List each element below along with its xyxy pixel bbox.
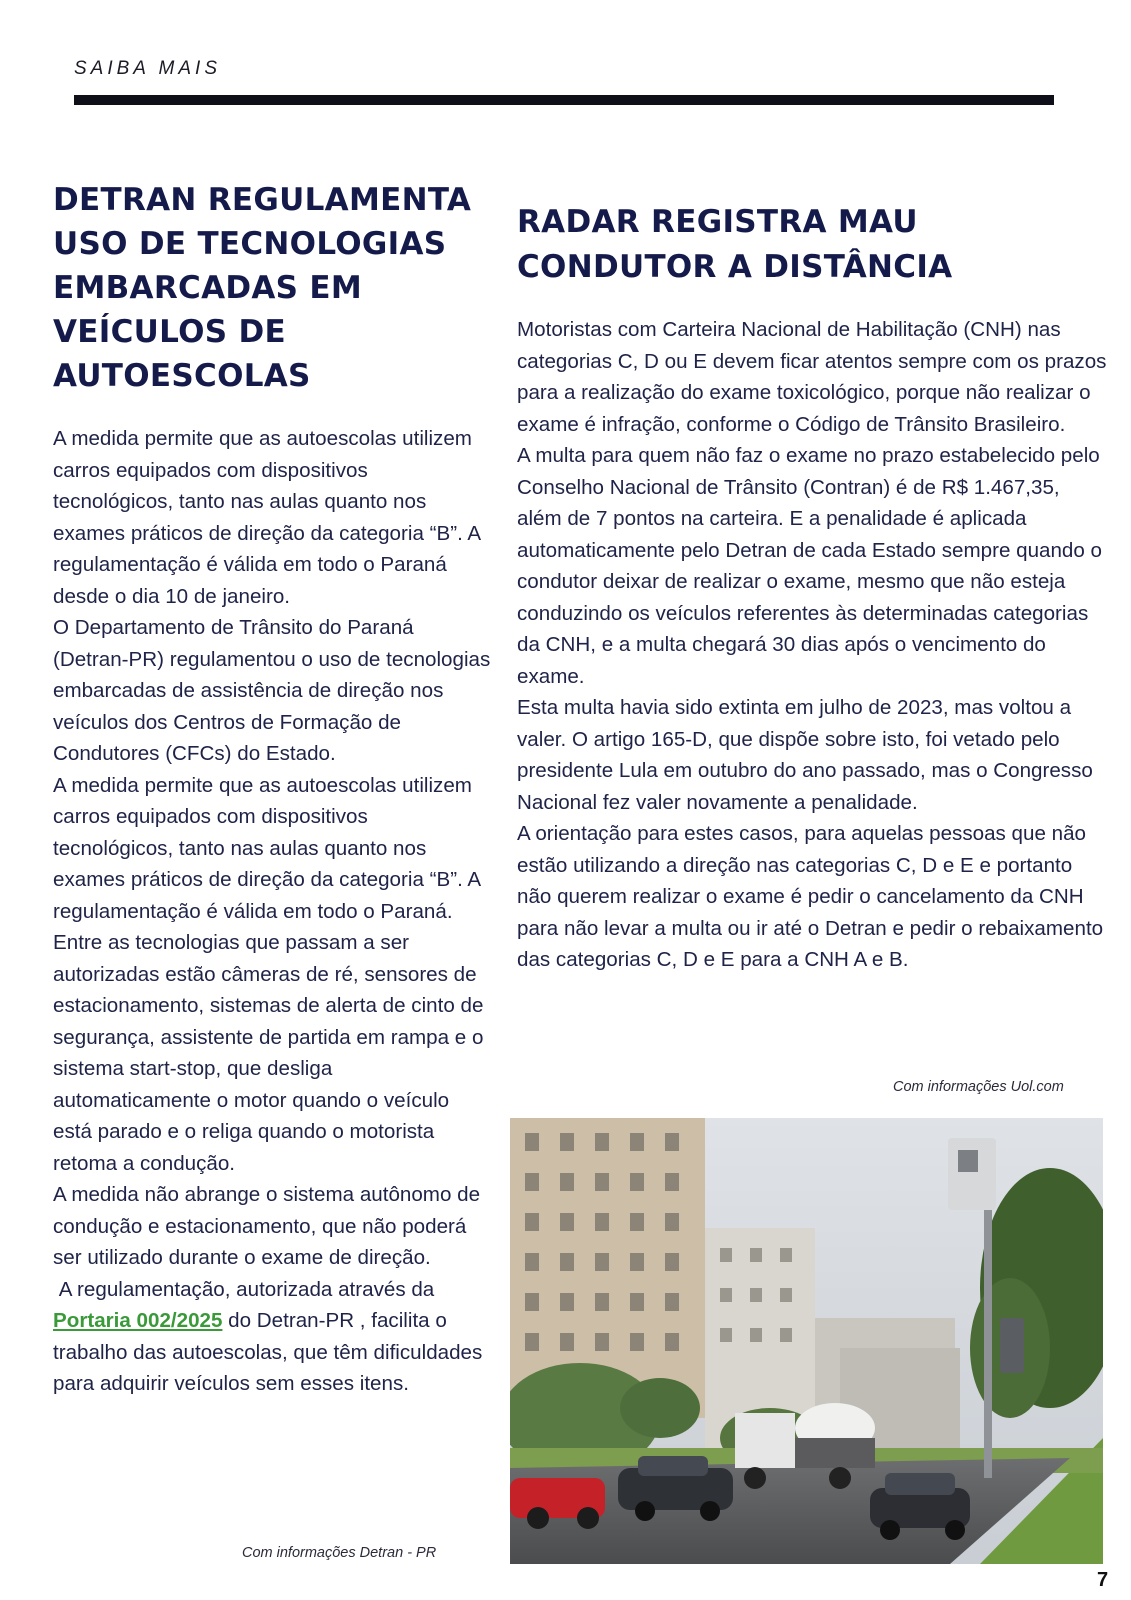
page-number: 7 <box>1097 1569 1109 1591</box>
left-paragraph: A medida permite que as autoescolas utilizem carros equipados com dispositivos tecnológicos, tanto nas aulas quanto nos exames práticos de direção da categoria “B”. A regulamentação é válida em todo o Paraná desde o dia 10 de janeiro. <box>53 427 480 608</box>
right-article-credit: Com informações Uol.com <box>893 1079 1064 1095</box>
portaria-link[interactable]: Portaria 002/2025 <box>53 1309 223 1332</box>
right-paragraph: A orientação para estes casos, para aquelas pessoas que não estão utilizando a direção nas categorias C, D e E e portanto não querem realizar o exame é pedir o cancelamento da CNH para não levar a multa ou ir até o Detran e pedir o rebaixamento das categorias C, D e E para a CNH A e B. <box>517 822 1104 971</box>
left-paragraph: Entre as tecnologias que passam a ser autorizadas estão câmeras de ré, sensores de estacionamento, sistemas de alerta de cinto de segurança, assistente de partida em rampa e o sistema start-stop, que desliga automaticamente o motor quando o veículo está parado e o religa quando o motorista retoma a condução. <box>53 931 484 1175</box>
left-paragraph: A medida permite que as autoescolas utilizem carros equipados com dispositivos tecnológicos, tanto nas aulas quanto nos exames práticos de direção da categoria “B”. A regulamentação é válida em todo o Paraná. <box>53 773 480 923</box>
right-paragraph: A multa para quem não faz o exame no prazo estabelecido pelo Conselho Nacional de Trânsito (Contran) é de R$ 1.467,35, além de 7 pontos na carteira. E a penalidade é aplicada automaticamente pelo Detran de cada Estado sempre quando o condutor deixar de realizar o exame, mesmo que não esteja conduzindo os veículos referentes às determinadas categorias da CNH, e a multa chegará 30 dias após o vencimento do exame. <box>517 444 1103 688</box>
left-paragraph-text: A regulamentação, autorizada através da <box>53 1277 440 1301</box>
right-paragraph: Esta multa havia sido extinta em julho de 2023, mas voltou a valer. O artigo 165-D, que dispõe sobre isto, foi vetado pelo presidente Lula em outubro do ano passado, mas o Congresso Nacional fez valer novamente a penalidade. <box>517 696 1093 814</box>
left-article <box>53 178 493 1400</box>
left-paragraph: A medida não abrange o sistema autônomo de condução e estacionamento, que não poderá ser utilizado durante o exame de direção. <box>53 1183 481 1269</box>
left-article-credit: Com informações Detran - PR <box>242 1545 437 1561</box>
left-paragraph: O Departamento de Trânsito do Paraná (Detran-PR) regulamentou o uso de tecnologias embarcadas de assistência de direção nos veículos dos Centros de Formação de Condutores (CFCs) do Estado. <box>53 616 491 765</box>
left-article-body <box>53 423 493 1400</box>
section-label: SAIBA MAIS <box>74 58 221 79</box>
left-paragraph-last <box>53 1274 493 1400</box>
right-article-title: RADAR REGISTRA MAU CONDUTOR A DISTÂNCIA <box>517 204 953 285</box>
left-article-title: DETRAN REGULAMENTA USO DE TECNOLOGIAS EMBARCADAS EM VEÍCULOS DE AUTOESCOLAS <box>53 182 472 394</box>
right-article <box>517 200 1107 976</box>
header-rule <box>74 95 1054 105</box>
right-paragraph: Motoristas com Carteira Nacional de Habilitação (CNH) nas categorias C, D ou E devem ficar atentos sempre com os prazos para a realização do exame toxicológico, porque não realizar o exame é infração, conforme o Código de Trânsito Brasileiro. <box>517 318 1107 436</box>
article-photo <box>510 1118 1103 1564</box>
right-article-body <box>517 314 1107 976</box>
left-paragraph-text: do Detran-PR , facilita o trabalho das autoescolas, que têm dificuldades para adquirir veículos sem esses itens. <box>53 1309 483 1395</box>
